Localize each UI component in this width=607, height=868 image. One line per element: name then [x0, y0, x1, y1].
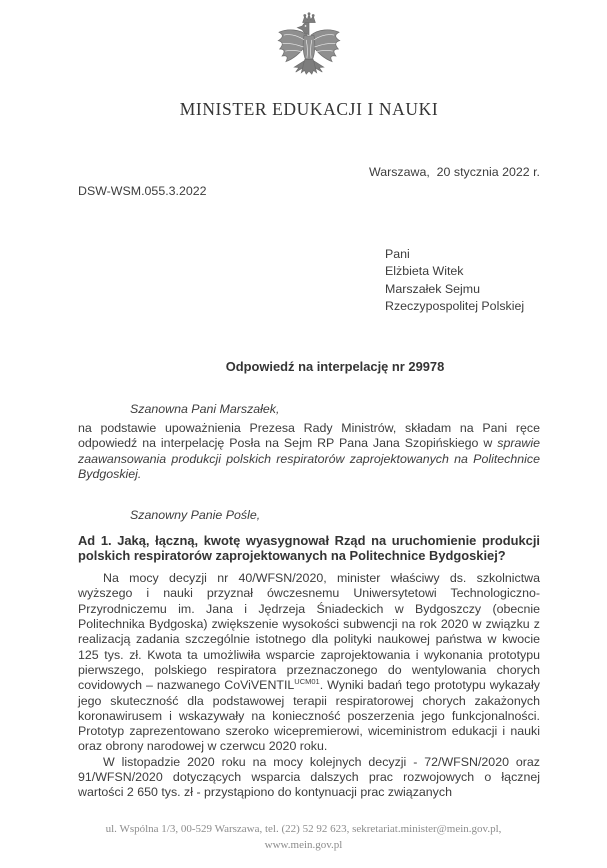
polish-eagle-icon	[274, 12, 344, 86]
minister-title: MINISTER EDUKACJI I NAUKI	[179, 99, 439, 120]
addressee-line: Marszałek Sejmu	[385, 281, 481, 296]
answer-1-paragraph-2: W listopadzie 2020 roku na mocy kolejnych decyzji - 72/WFSN/2020 oraz 91/WFSN/2020 dotyczących wsparcia dalszych prac rozwojowych o łącznej wartości 2 650 tys. zł - przystąpiono do kontynuacji prac związanych	[78, 754, 540, 800]
addressee-line: Elżbieta Witek	[385, 264, 464, 279]
answer-1-paragraph-1	[78, 571, 540, 755]
intro-paragraph	[78, 421, 540, 482]
subject-title: Odpowiedź na interpelację nr 29978	[225, 358, 445, 374]
salutation-posel: Szanowny Panie Pośle,	[130, 508, 261, 523]
intro-italic-text: sprawie zaawansowania produkcji polskich respiratorów zaprojektowanych na Politechnice Bydgoskiej.	[78, 436, 540, 481]
footer-address-line: ul. Wspólna 1/3, 00-529 Warszawa, tel. (22) 52 92 623, sekretariat.minister@mein.gov.pl,	[105, 823, 502, 835]
intro-regular-text: na podstawie upoważnienia Prezesa Rady Ministrów, składam na Pani ręce odpowiedź na interpelację Posła na Sejm RP Pana Jana Szopińskiego w	[78, 421, 540, 451]
letter-footer	[0, 822, 607, 853]
footer-website: www.mein.gov.pl	[264, 838, 343, 851]
reference-number: DSW-WSM.055.3.2022	[78, 183, 207, 198]
answer-1-text-a: Na mocy decyzji nr 40/WFSN/2020, minister właściwy ds. szkolnictwa wyższego i nauki przyznał ówczesnemu Uniwersytetowi Technologiczno-Przyrodniczemu im. Jana i Jędrzeja Śniadeckich w Bydgoszczy (obecnie Politechnika Bydgoska) zwiększenie wysokości subwencji na rok 2020 w związku z realizacją zadania szczególnie istotnego dla polityki naukowej państwa w kwocie 125 tys. zł. Kwota ta umożliwiła wsparcie zaprojektowania i wykonania prototypu pierwszego, polskiego respiratora przeznaczonego do wentylowania chorych covidowych – nazwanego CoViVENTIL	[78, 571, 540, 693]
addressee-line: Rzeczypospolitej Polskiej	[385, 299, 525, 314]
polish-eagle-emblem	[78, 0, 540, 90]
salutation-marszalek: Szanowna Pani Marszałek,	[130, 401, 280, 416]
addressee-line: Pani	[385, 246, 410, 261]
question-1-heading: Ad 1. Jaką, łączną, kwotę wyasygnował Rząd na uruchomienie produkcji polskich respiratorów zaprojektowanych na Politechnice Bydgoskiej?	[78, 532, 540, 563]
addressee-block	[385, 246, 540, 316]
answer-1-text-b: . Wyniki badań tego prototypu wykazały jego skuteczność dla podstawowej terapii respiratorowej chorych zakażonych koronawirusem i wskazywały na konieczność poszerzenia jego funkcjonalności. Prototyp zaprezentowano szeroko wicepremierowi, wiceministrom edukacji i nauki oraz obrony narodowej w czerwcu 2020 roku.	[78, 678, 540, 754]
answer-1-superscript: UCM01	[294, 677, 320, 687]
place-and-date: Warszawa, 20 stycznia 2022 r.	[368, 165, 540, 180]
